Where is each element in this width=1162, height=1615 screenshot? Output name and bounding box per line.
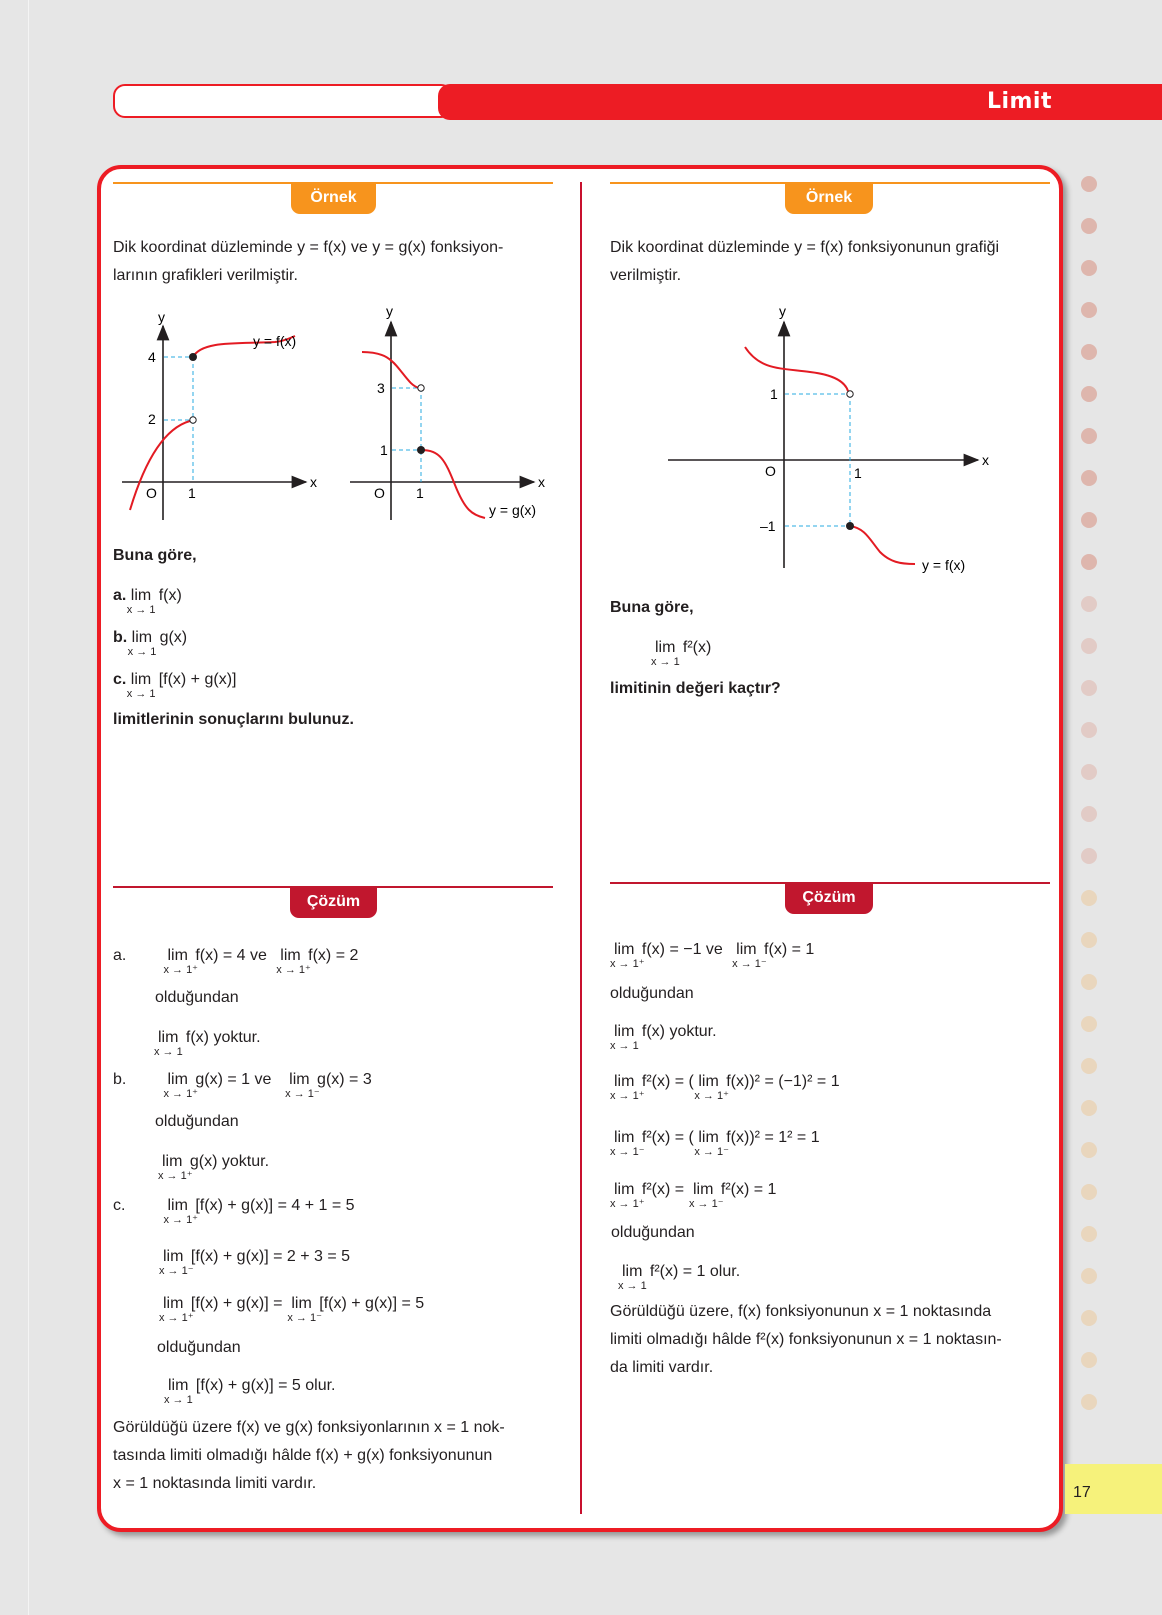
rsol-line3: lim x → 1⁻ f²(x) = ( lim x → 1⁻ f(x))² = 1² = 1 [610,1129,820,1158]
sol-c-conclusion: lim x → 1 [f(x) + g(x)] = 5 olur. [164,1377,336,1406]
svg-text:y: y [779,303,786,319]
sol-c-olduğundan: olduğundan [157,1339,241,1356]
svg-text:x: x [310,474,317,490]
svg-text:1: 1 [188,485,196,501]
header-bar [438,84,1162,120]
right-limit-expr: lim x → 1 f²(x) [651,639,712,668]
left-item-b: b. lim x → 1 g(x) [113,629,188,658]
svg-text:–1: –1 [760,518,776,534]
rsol-final: lim x → 1 f²(x) = 1 olur. [618,1263,741,1292]
header-blank-field [113,84,453,118]
sol-c-line1: c. lim x → 1⁺ [f(x) + g(x)] = 4 + 1 = 5 [113,1197,355,1226]
graph-f-right [660,300,1000,575]
svg-text:1: 1 [380,442,388,458]
left-solution-tab: Çözüm [290,887,377,918]
sol-c-line3: lim x → 1⁺ [f(x) + g(x)] = lim x → 1⁻ [f(x) + g(x)] = 5 [159,1295,425,1324]
left-buna-gore: Buna göre, [113,547,197,564]
right-intro-line2: verilmiştir. [610,267,682,284]
svg-text:1: 1 [854,465,862,481]
svg-text:y: y [386,303,393,319]
svg-text:1: 1 [416,485,424,501]
left-item-c: c. lim x → 1 [f(x) + g(x)] [113,671,237,700]
left-question: limitlerinin sonuçlarını bulunuz. [113,711,354,728]
sol-b-olduğundan: olduğundan [155,1113,239,1130]
left-intro-line2: larının grafikleri verilmiştir. [113,267,298,284]
left-item-a: a. lim x → 1 f(x) [113,587,182,616]
svg-text:1: 1 [770,386,778,402]
svg-text:O: O [765,463,776,479]
right-example-tab: Örnek [785,183,873,214]
rsol-line2: lim x → 1⁺ f²(x) = ( lim x → 1⁺ f(x))² = (−1)² = 1 [610,1073,840,1102]
rsol-conclusion1: lim x → 1 f(x) yoktur. [610,1023,717,1052]
right-buna-gore: Buna göre, [610,599,694,616]
left-summary-line1: Görüldüğü üzere f(x) ve g(x) fonksiyonlarının x = 1 nok- [113,1419,505,1436]
sol-b-line1: b. lim x → 1⁺ g(x) = 1 ve lim x → 1⁻ g(x) = 3 [113,1071,372,1100]
right-question: limitinin değeri kaçtır? [610,680,781,697]
right-solution-tab: Çözüm [785,883,873,914]
right-intro-line1: Dik koordinat düzleminde y = f(x) fonksiyonunun grafiği [610,239,1000,256]
rsol-line1: lim x → 1⁺ f(x) = −1 ve lim x → 1⁻ f(x) = 1 [610,941,815,970]
svg-text:O: O [146,485,157,501]
rsol-line4: lim x → 1⁺ f²(x) = lim x → 1⁻ f²(x) = 1 [610,1181,777,1210]
sol-a-line1: a. lim x → 1⁺ f(x) = 4 ve lim x → 1⁺ f(x) = 2 [113,947,359,976]
page-number-tab [1065,1464,1162,1514]
right-summary-line3: da limiti vardır. [610,1359,714,1376]
svg-text:x: x [538,474,545,490]
column-divider [580,182,582,1514]
sol-c-line2: lim x → 1⁻ [f(x) + g(x)] = 2 + 3 = 5 [159,1248,351,1277]
page-number: 17 [1073,1484,1091,1501]
right-summary-line1: Görüldüğü üzere, f(x) fonksiyonunun x = 1 noktasında [610,1303,992,1320]
left-summary-line3: x = 1 noktasında limiti vardır. [113,1475,317,1492]
svg-text:x: x [982,452,989,468]
svg-text:4: 4 [148,349,156,365]
sol-a-olduğundan: olduğundan [155,989,239,1006]
graph-g-label: y = g(x) [489,502,537,518]
sol-a-conclusion: lim x → 1 f(x) yoktur. [154,1029,261,1058]
left-summary-line2: tasında limiti olmadığı hâlde f(x) + g(x) fonksiyonunun [113,1447,493,1464]
rsol-olduğundan-1: olduğundan [610,985,694,1002]
header-title: Limit [986,89,1052,114]
graph-right-label: y = f(x) [922,557,966,573]
rsol-olduğundan-2: olduğundan [611,1224,695,1241]
svg-text:O: O [374,485,385,501]
graph-f-y-label: y [158,309,165,325]
left-example-tab: Örnek [291,183,376,214]
left-intro-line1: Dik koordinat düzleminde y = f(x) ve y = g(x) fonksiyon- [113,239,504,256]
sol-b-conclusion: lim x → 1⁺ g(x) yoktur. [158,1153,270,1182]
page-margin-rule [28,0,29,1615]
svg-text:3: 3 [377,380,385,396]
graph-f-and-g [110,300,550,525]
svg-text:2: 2 [148,411,156,427]
right-summary-line2: limiti olmadığı hâlde f²(x) fonksiyonunun x = 1 noktasın- [610,1331,1002,1348]
graph-f-label: y = f(x) [253,333,297,349]
